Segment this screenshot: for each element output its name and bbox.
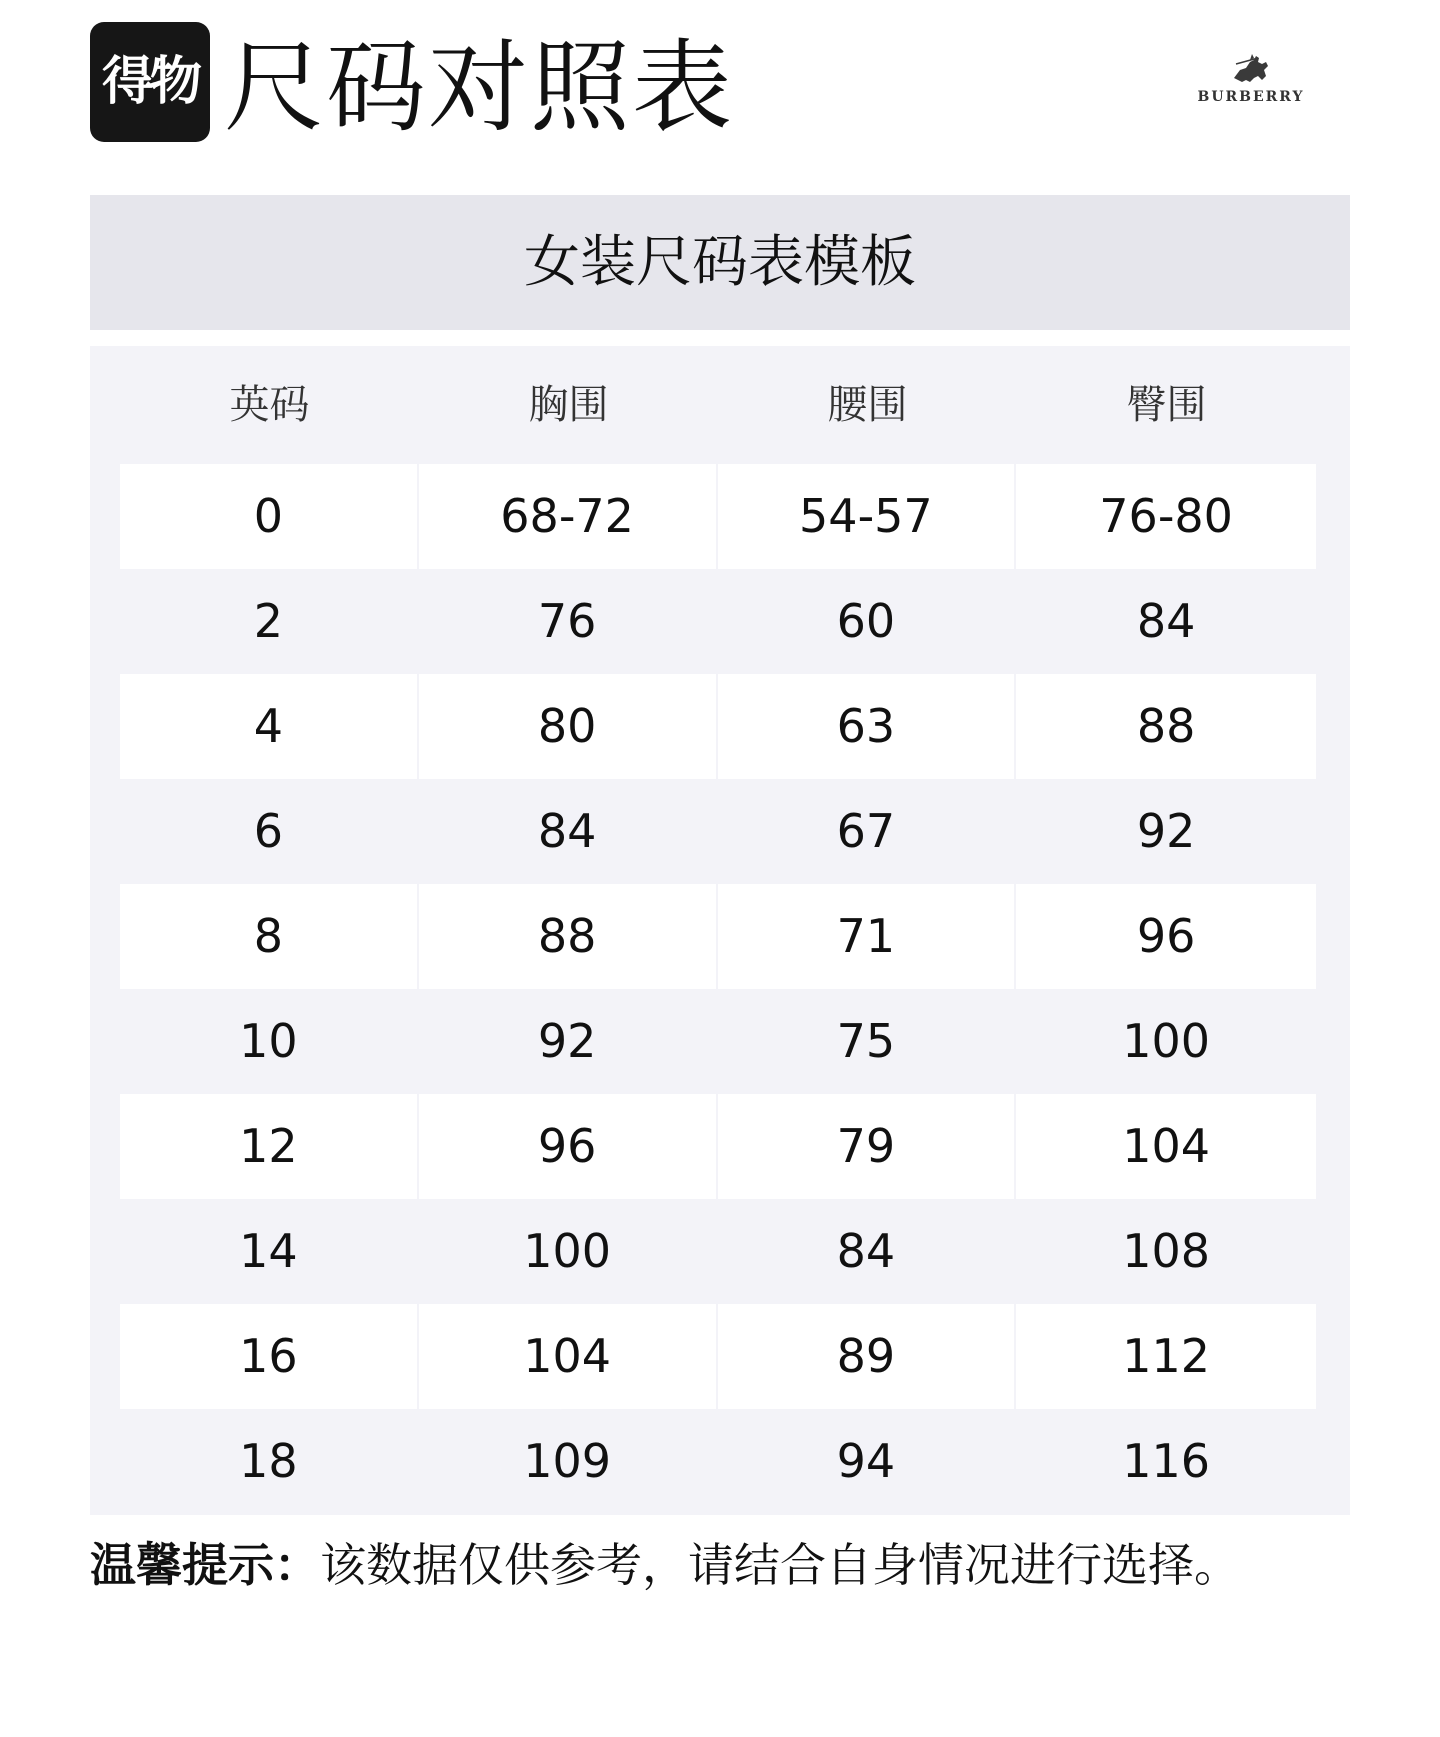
cell-bust: 100 bbox=[523, 1224, 612, 1278]
cell-bust: 80 bbox=[419, 674, 716, 779]
cell-bust: 76 bbox=[537, 594, 597, 648]
cell-hip: 112 bbox=[1016, 1304, 1316, 1409]
cell-uk-size: 16 bbox=[120, 1304, 417, 1409]
size-table bbox=[90, 346, 1350, 1515]
footer-note bbox=[90, 1530, 1350, 1600]
cell-hip: 76-80 bbox=[1016, 464, 1316, 569]
cell-waist: 89 bbox=[718, 1304, 1015, 1409]
table-row bbox=[120, 1199, 1316, 1304]
brand-logo bbox=[1176, 52, 1326, 112]
column-header-uk-size: 英码 bbox=[229, 382, 310, 428]
cell-uk-size: 6 bbox=[253, 804, 284, 858]
table-row bbox=[120, 1409, 1316, 1514]
cell-bust: 96 bbox=[419, 1094, 716, 1199]
table-row bbox=[120, 674, 1316, 779]
brand-name: BURBERRY bbox=[1197, 89, 1305, 105]
table-banner bbox=[90, 195, 1350, 330]
cell-hip: 92 bbox=[1136, 804, 1196, 858]
cell-uk-size: 2 bbox=[253, 594, 284, 648]
cell-hip: 104 bbox=[1016, 1094, 1316, 1199]
table-row bbox=[120, 779, 1316, 884]
table-row bbox=[120, 1094, 1316, 1199]
cell-waist: 79 bbox=[718, 1094, 1015, 1199]
cell-waist: 54-57 bbox=[718, 464, 1015, 569]
cell-hip: 116 bbox=[1122, 1434, 1211, 1488]
table-row bbox=[120, 464, 1316, 569]
app-logo: 得物 bbox=[90, 22, 210, 142]
cell-waist: 63 bbox=[718, 674, 1015, 779]
cell-waist: 94 bbox=[836, 1434, 896, 1488]
cell-waist: 75 bbox=[836, 1014, 896, 1068]
note-text: 该数据仅供参考，请结合自身情况进行选择。 bbox=[320, 1538, 1240, 1592]
equestrian-knight-icon bbox=[1228, 52, 1274, 86]
cell-hip: 100 bbox=[1122, 1014, 1211, 1068]
table-row bbox=[120, 1304, 1316, 1409]
page-header bbox=[90, 22, 1350, 162]
table-row bbox=[120, 989, 1316, 1094]
cell-bust: 109 bbox=[523, 1434, 612, 1488]
cell-bust: 88 bbox=[419, 884, 716, 989]
cell-uk-size: 10 bbox=[239, 1014, 298, 1068]
cell-uk-size: 12 bbox=[120, 1094, 417, 1199]
table-row bbox=[120, 569, 1316, 674]
cell-bust: 104 bbox=[419, 1304, 716, 1409]
table-row bbox=[120, 884, 1316, 989]
cell-hip: 108 bbox=[1122, 1224, 1211, 1278]
column-header-hip: 臀围 bbox=[1126, 382, 1207, 428]
cell-uk-size: 4 bbox=[120, 674, 417, 779]
cell-waist: 71 bbox=[718, 884, 1015, 989]
cell-uk-size: 18 bbox=[239, 1434, 298, 1488]
table-header-row bbox=[120, 346, 1316, 464]
cell-waist: 67 bbox=[836, 804, 896, 858]
cell-bust: 84 bbox=[537, 804, 597, 858]
cell-uk-size: 14 bbox=[239, 1224, 298, 1278]
column-header-waist: 腰围 bbox=[827, 382, 908, 428]
note-label: 温馨提示： bbox=[90, 1538, 320, 1592]
cell-uk-size: 0 bbox=[120, 464, 417, 569]
cell-hip: 84 bbox=[1136, 594, 1196, 648]
table-title: 女装尺码表模板 bbox=[524, 230, 916, 295]
column-header-bust: 胸围 bbox=[528, 382, 609, 428]
cell-waist: 84 bbox=[836, 1224, 896, 1278]
page-title: 尺码对照表 bbox=[224, 29, 734, 146]
cell-waist: 60 bbox=[836, 594, 896, 648]
cell-bust: 68-72 bbox=[419, 464, 716, 569]
cell-uk-size: 8 bbox=[120, 884, 417, 989]
cell-hip: 88 bbox=[1016, 674, 1316, 779]
cell-bust: 92 bbox=[537, 1014, 597, 1068]
cell-hip: 96 bbox=[1016, 884, 1316, 989]
